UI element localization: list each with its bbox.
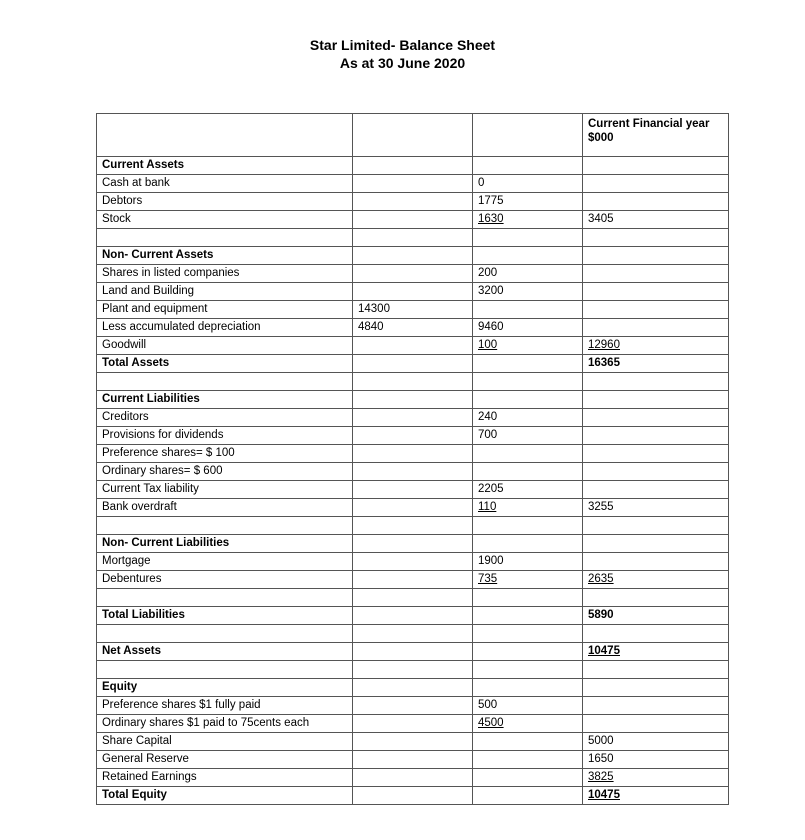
row-label (97, 229, 353, 247)
balance-sheet-table (96, 113, 729, 805)
row-label (97, 373, 353, 391)
col4-value (583, 337, 729, 355)
col4-value (583, 319, 729, 337)
row-label (97, 427, 353, 445)
blank-row (97, 589, 729, 607)
col3-value (473, 571, 583, 589)
row-label (97, 553, 353, 571)
row-label (97, 265, 353, 283)
col2-value (353, 589, 473, 607)
table-row (97, 301, 729, 319)
col4-value-text: 3825 (588, 771, 614, 783)
col4-value (583, 265, 729, 283)
col3-value-text: 200 (478, 267, 498, 279)
table-row (97, 265, 729, 283)
row-label-text: Net Assets (102, 645, 162, 657)
row-label-text: Equity (102, 681, 138, 693)
row-label-text: Debtors (102, 195, 143, 207)
col3-value-text: 9460 (478, 321, 504, 333)
col2-value (353, 319, 473, 337)
row-label-text: Preference shares $1 fully paid (102, 699, 261, 711)
col2-value (353, 337, 473, 355)
blank-row (97, 661, 729, 679)
col3-value (473, 283, 583, 301)
col3-value (473, 157, 583, 175)
row-label (97, 409, 353, 427)
col4-value (583, 571, 729, 589)
col2-value (353, 373, 473, 391)
col3-value (473, 319, 583, 337)
row-label-text: Creditors (102, 411, 149, 423)
table-row (97, 463, 729, 481)
col2-value (353, 301, 473, 319)
col4-value-text: 3405 (588, 213, 614, 225)
col4-value-text: 16365 (588, 357, 620, 369)
table-row (97, 409, 729, 427)
col4-value-text: 2635 (588, 573, 614, 585)
table-row (97, 733, 729, 751)
col3-value (473, 697, 583, 715)
col4-value (583, 625, 729, 643)
col3-value (473, 625, 583, 643)
row-label (97, 157, 353, 175)
col4-value-text: 1650 (588, 753, 614, 765)
row-label (97, 589, 353, 607)
col2-value (353, 517, 473, 535)
table-row (97, 445, 729, 463)
row-label (97, 787, 353, 805)
table-row (97, 715, 729, 733)
table-row (97, 607, 729, 625)
col3-value-text: 240 (478, 411, 498, 423)
row-label-text: Shares in listed companies (102, 267, 240, 279)
table-row (97, 157, 729, 175)
col4-value (583, 661, 729, 679)
col4-value (583, 409, 729, 427)
col3-value-text: 1900 (478, 555, 504, 567)
header-cell-col3 (473, 114, 583, 157)
row-label-text: Non- Current Assets (102, 249, 214, 261)
col4-value (583, 283, 729, 301)
col4-value-text: 5890 (588, 609, 614, 621)
col2-value (353, 211, 473, 229)
row-label-text: Cash at bank (102, 177, 170, 189)
col3-value (473, 409, 583, 427)
col4-value (583, 175, 729, 193)
row-label-text: Current Assets (102, 159, 185, 171)
col2-value (353, 571, 473, 589)
col3-value (473, 499, 583, 517)
col4-value (583, 733, 729, 751)
col3-value (473, 193, 583, 211)
row-label (97, 175, 353, 193)
table-row (97, 247, 729, 265)
row-label (97, 661, 353, 679)
table-row (97, 319, 729, 337)
col2-value (353, 463, 473, 481)
col2-value (353, 607, 473, 625)
col3-value-text: 0 (478, 177, 485, 189)
col4-value (583, 697, 729, 715)
row-label (97, 481, 353, 499)
row-label-text: Mortgage (102, 555, 151, 567)
row-label-text: Bank overdraft (102, 501, 177, 513)
col3-value (473, 589, 583, 607)
col3-value (473, 175, 583, 193)
row-label (97, 571, 353, 589)
col3-value (473, 769, 583, 787)
col2-value (353, 751, 473, 769)
row-label-text: Less accumulated depreciation (102, 321, 261, 333)
row-label-text: Share Capital (102, 735, 172, 747)
row-label (97, 751, 353, 769)
col3-value (473, 337, 583, 355)
col3-value (473, 373, 583, 391)
col3-value (473, 481, 583, 499)
col3-value-text: 735 (478, 573, 498, 585)
header-col4-line1: Current Financial year (588, 118, 710, 130)
col4-value (583, 247, 729, 265)
row-label (97, 337, 353, 355)
col2-value-text: 4840 (358, 321, 384, 333)
row-label (97, 715, 353, 733)
col2-value (353, 283, 473, 301)
table-row (97, 787, 729, 805)
blank-row (97, 373, 729, 391)
col3-value-text: 3200 (478, 285, 504, 297)
col3-value-text: 110 (478, 501, 497, 513)
row-label (97, 733, 353, 751)
col4-value (583, 445, 729, 463)
table-row (97, 499, 729, 517)
col2-value (353, 715, 473, 733)
col4-value (583, 301, 729, 319)
col3-value (473, 787, 583, 805)
row-label-text: Ordinary shares= $ 600 (102, 465, 223, 477)
col4-value (583, 607, 729, 625)
col2-value (353, 787, 473, 805)
row-label (97, 643, 353, 661)
col4-value (583, 211, 729, 229)
col4-value-text: 12960 (588, 339, 620, 351)
col3-value (473, 661, 583, 679)
col4-value (583, 715, 729, 733)
col3-value (473, 445, 583, 463)
table-row (97, 697, 729, 715)
document-title: Star Limited- Balance Sheet (309, 37, 496, 53)
col4-value (583, 643, 729, 661)
col4-value (583, 553, 729, 571)
row-label-text: General Reserve (102, 753, 189, 765)
col3-value (473, 301, 583, 319)
col2-value (353, 247, 473, 265)
blank-row (97, 229, 729, 247)
col3-value (473, 265, 583, 283)
table-row (97, 751, 729, 769)
col4-value (583, 355, 729, 373)
table-row (97, 355, 729, 373)
row-label-text: Current Liabilities (102, 393, 200, 405)
row-label (97, 697, 353, 715)
table-row (97, 391, 729, 409)
col3-value (473, 553, 583, 571)
col3-value (473, 211, 583, 229)
col4-value-text: 5000 (588, 735, 614, 747)
row-label-text: Total Equity (102, 789, 167, 801)
col2-value (353, 679, 473, 697)
col3-value-text: 700 (478, 429, 498, 441)
col3-value-text: 2205 (478, 483, 504, 495)
table-row (97, 211, 729, 229)
row-label (97, 535, 353, 553)
table-row (97, 283, 729, 301)
row-label (97, 283, 353, 301)
col3-value (473, 607, 583, 625)
header-col4-line2: $000 (588, 132, 614, 144)
row-label-text: Total Assets (102, 357, 170, 369)
document-subtitle: As at 30 June 2020 (339, 55, 466, 71)
col2-value (353, 445, 473, 463)
col2-value (353, 193, 473, 211)
row-label-text: Stock (102, 213, 131, 225)
row-label (97, 679, 353, 697)
col3-value-text: 4500 (478, 717, 504, 729)
row-label (97, 607, 353, 625)
row-label-text: Debentures (102, 573, 162, 585)
col3-value (473, 643, 583, 661)
row-label (97, 193, 353, 211)
document-title-block (0, 36, 805, 72)
col3-value (473, 751, 583, 769)
header-cell-current-financial-year (583, 114, 729, 157)
table-row (97, 481, 729, 499)
col3-value (473, 229, 583, 247)
row-label (97, 319, 353, 337)
col3-value-text: 1775 (478, 195, 504, 207)
col4-value-text: 3255 (588, 501, 614, 513)
col2-value (353, 427, 473, 445)
col2-value (353, 661, 473, 679)
col2-value (353, 229, 473, 247)
col4-value (583, 769, 729, 787)
row-label-text: Ordinary shares $1 paid to 75cents each (102, 717, 310, 729)
table-row (97, 193, 729, 211)
col3-value (473, 679, 583, 697)
col4-value (583, 391, 729, 409)
col4-value (583, 679, 729, 697)
col4-value (583, 229, 729, 247)
row-label (97, 463, 353, 481)
col2-value (353, 409, 473, 427)
col2-value (353, 157, 473, 175)
col4-value (583, 517, 729, 535)
table-row (97, 427, 729, 445)
row-label (97, 211, 353, 229)
col3-value (473, 733, 583, 751)
col4-value-text: 10475 (588, 789, 620, 801)
table-row (97, 571, 729, 589)
row-label-text: Land and Building (102, 285, 195, 297)
col2-value (353, 265, 473, 283)
col3-value-text: 500 (478, 699, 498, 711)
table-row (97, 535, 729, 553)
col4-value (583, 193, 729, 211)
col2-value-text: 14300 (358, 303, 390, 315)
col3-value (473, 517, 583, 535)
col4-value (583, 157, 729, 175)
col2-value (353, 175, 473, 193)
blank-row (97, 625, 729, 643)
table-row (97, 769, 729, 787)
row-label (97, 769, 353, 787)
col2-value (353, 553, 473, 571)
row-label (97, 517, 353, 535)
col4-value (583, 751, 729, 769)
col3-value-text: 1630 (478, 213, 504, 225)
col3-value (473, 247, 583, 265)
col3-value (473, 427, 583, 445)
row-label (97, 499, 353, 517)
col4-value (583, 787, 729, 805)
col2-value (353, 535, 473, 553)
col2-value (353, 769, 473, 787)
table-row (97, 175, 729, 193)
table-header-row (97, 114, 729, 157)
col2-value (353, 697, 473, 715)
col3-value (473, 391, 583, 409)
col2-value (353, 481, 473, 499)
col4-value (583, 373, 729, 391)
col4-value (583, 463, 729, 481)
row-label (97, 355, 353, 373)
col2-value (353, 733, 473, 751)
col2-value (353, 643, 473, 661)
col2-value (353, 391, 473, 409)
table-row (97, 643, 729, 661)
col4-value (583, 427, 729, 445)
row-label (97, 625, 353, 643)
col4-value (583, 535, 729, 553)
table-row (97, 553, 729, 571)
col3-value (473, 535, 583, 553)
col3-value (473, 715, 583, 733)
row-label-text: Current Tax liability (102, 483, 199, 495)
col4-value (583, 589, 729, 607)
header-cell-label (97, 114, 353, 157)
row-label-text: Provisions for dividends (102, 429, 224, 441)
row-label-text: Plant and equipment (102, 303, 208, 315)
col2-value (353, 625, 473, 643)
row-label (97, 445, 353, 463)
blank-row (97, 517, 729, 535)
table-row (97, 679, 729, 697)
row-label (97, 247, 353, 265)
table-row (97, 337, 729, 355)
row-label-text: Non- Current Liabilities (102, 537, 230, 549)
col3-value (473, 463, 583, 481)
col3-value-text: 100 (478, 339, 498, 351)
row-label (97, 301, 353, 319)
col4-value (583, 481, 729, 499)
col2-value (353, 499, 473, 517)
row-label (97, 391, 353, 409)
row-label-text: Total Liabilities (102, 609, 185, 621)
row-label-text: Retained Earnings (102, 771, 197, 783)
row-label-text: Preference shares= $ 100 (102, 447, 235, 459)
col2-value (353, 355, 473, 373)
row-label-text: Goodwill (102, 339, 147, 351)
col3-value (473, 355, 583, 373)
col4-value (583, 499, 729, 517)
header-cell-col2 (353, 114, 473, 157)
col4-value-text: 10475 (588, 645, 620, 657)
